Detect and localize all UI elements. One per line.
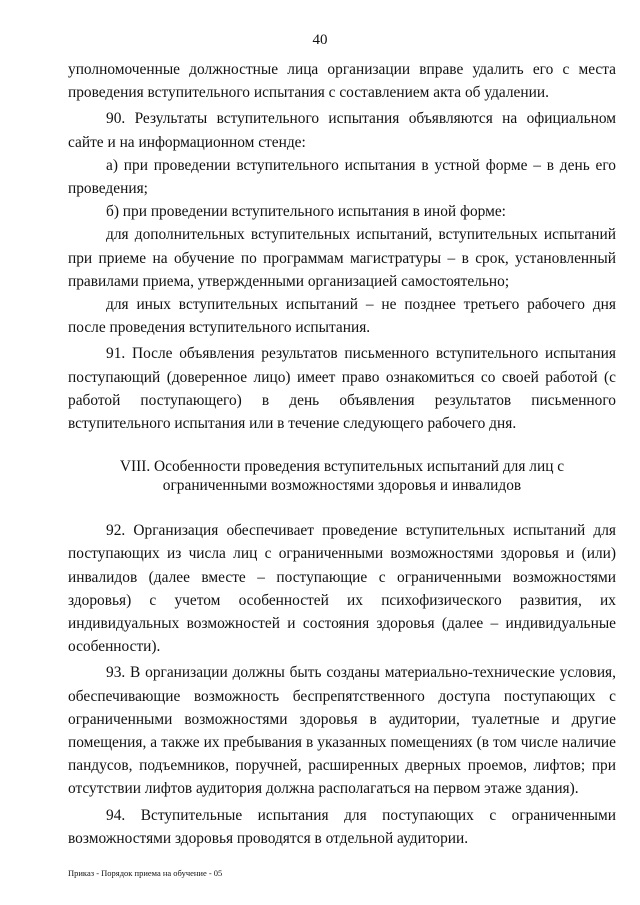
paragraph-94: 94. Вступительные испытания для поступающих с ограниченными возможностями здоровья проводятся в отдельной аудитории. <box>68 806 616 847</box>
page-number: 40 <box>312 32 328 48</box>
paragraph-90-b-2: для иных вступительных испытаний – не позднее третьего рабочего дня после проведения вступительного испытания. <box>68 296 616 337</box>
paragraph-92: 92. Организация обеспечивает проведение вступительных испытаний для поступающих из числа лиц с ограниченными возможностями здоровья и (или) инвалидов (далее вместе – поступающие с ограниченными возможностями здоровья) с учетом особенностей их психофизического развития, их индивидуальных возможностей и состояния здоровья (далее – индивидуальные особенности). <box>68 522 616 656</box>
paragraph-91: 91. После объявления результатов письменного вступительного испытания поступающий (доверенное лицо) имеет право ознакомиться со своей работой (с работой поступающего) в день объявления результатов письменного вступительного испытания или в течение следующего рабочего дня. <box>68 345 616 433</box>
paragraph-90: 90. Результаты вступительного испытания объявляются на официальном сайте и на информационном стенде: <box>68 110 616 151</box>
paragraph-90-b-1: для дополнительных вступительных испытаний, вступительных испытаний при приеме на обучение по программам магистратуры – в срок, установленный правилами приема, утвержденными организацией самостоятельно; <box>68 226 616 290</box>
paragraph-continuation: уполномоченные должностные лица организации вправе удалить его с места проведения вступительного испытания с составлением акта об удалении. <box>68 61 616 102</box>
paragraph-90-b: б) при проведении вступительного испытания в иной форме: <box>106 203 506 221</box>
paragraph-90-a: а) при проведении вступительного испытания в устной форме – в день его проведения; <box>68 156 616 198</box>
footer-note: Приказ - Порядок приема на обучение - 05 <box>68 868 223 878</box>
paragraph-93: 93. В организации должны быть созданы материально-технические условия, обеспечивающие возможность беспрепятственного доступа поступающих с ограниченными возможностями здоровья в аудитории, туалетные и другие помещения, а также их пребывания в указанных помещениях (в том числе наличие пандусов, подъемников, поручней, расширенных дверных проемов, лифтов; при отсутствии лифтов аудитория должна располагаться на первом этаже здания). <box>68 664 616 798</box>
document-body <box>68 58 616 850</box>
section-heading: VIII. Особенности проведения вступительных испытаний для лиц с ограниченными возможностями здоровья и инвалидов <box>119 458 565 495</box>
